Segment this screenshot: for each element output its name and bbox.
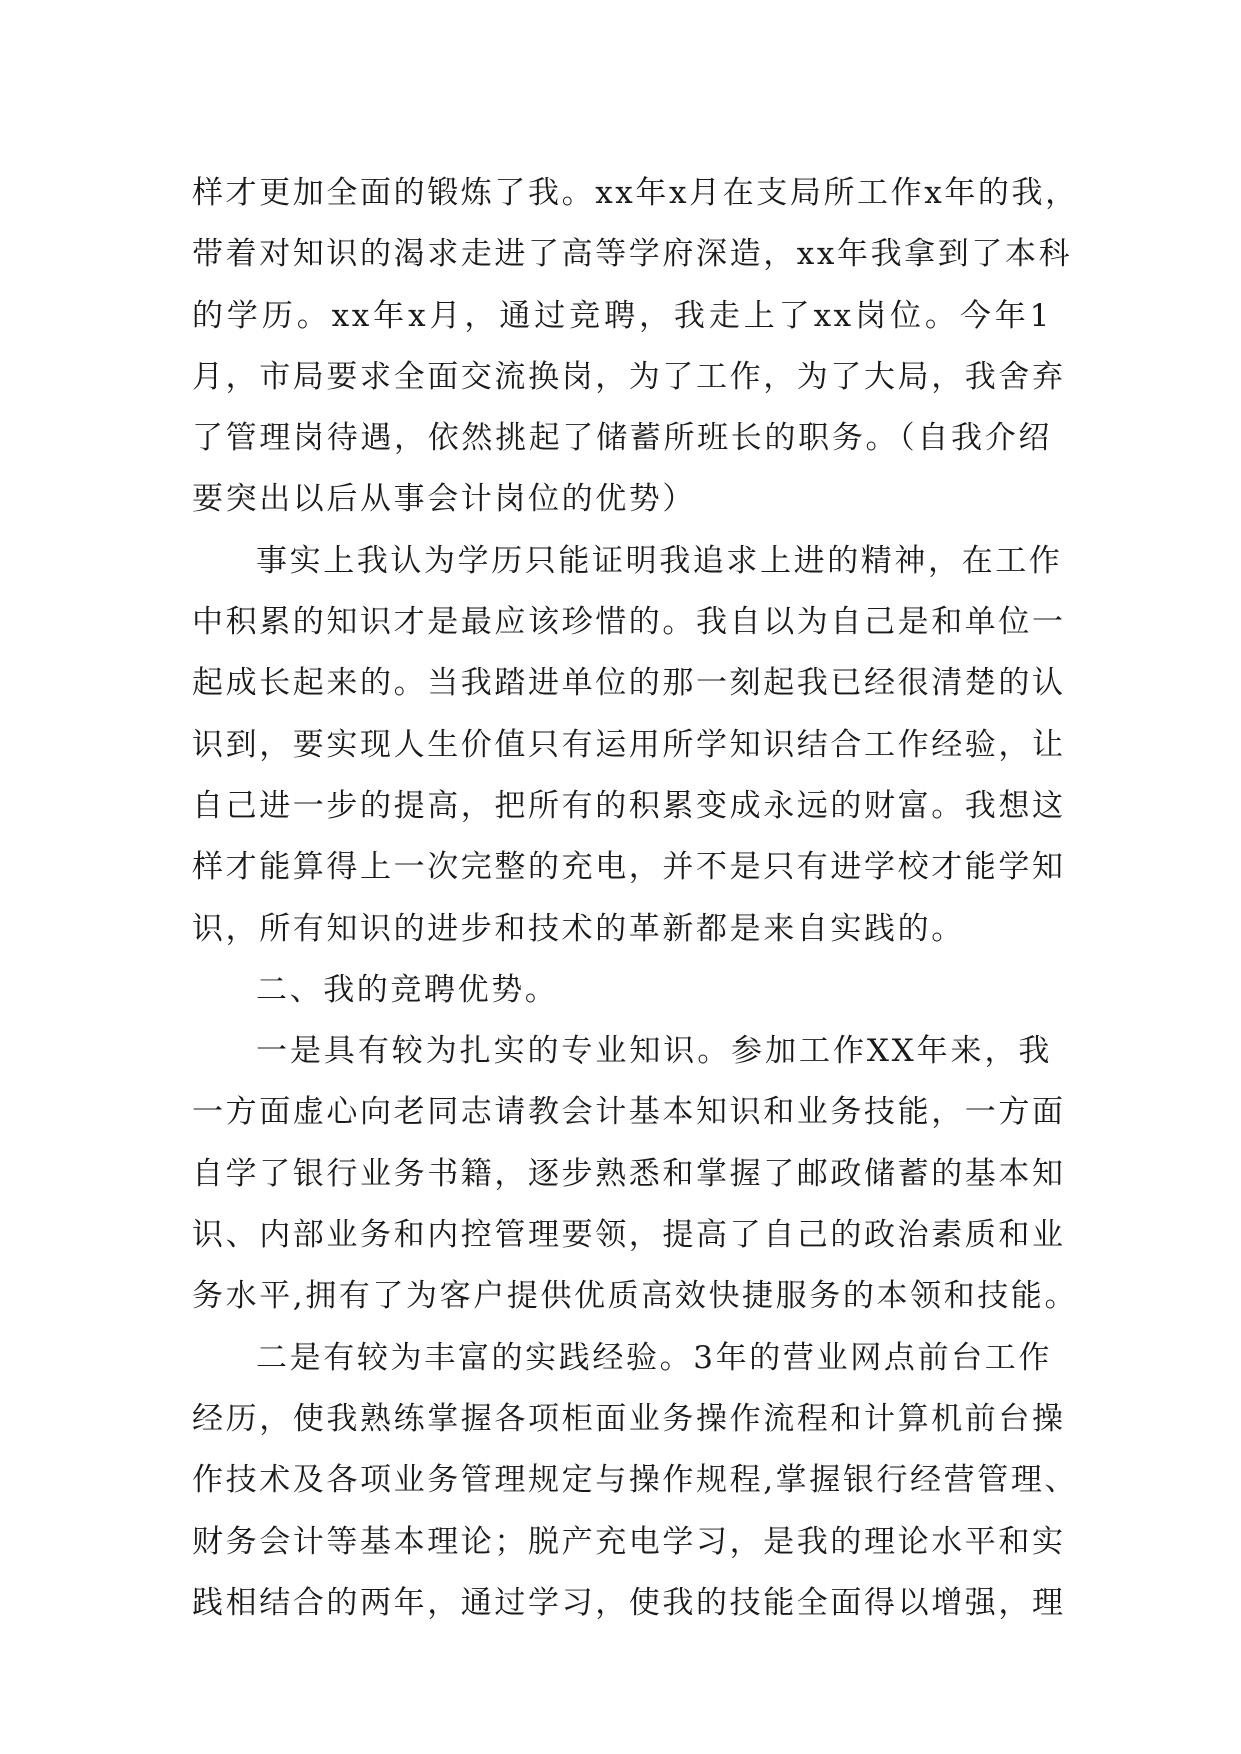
text-line: 作技术及各项业务管理规定与操作规程,掌握银行经营管理、 (192, 1462, 1079, 1499)
text-line: 样才更加全面的锻炼了我。xx年x月在支局所工作x年的我， (192, 175, 1079, 211)
text-line: 了管理岗待遇，依然挑起了储蓄所班长的职务。（自我介绍 (192, 420, 1052, 457)
text-line: 的学历。xx年x月，通过竞聘，我走上了xx岗位。今年1 (192, 297, 1052, 334)
text-line: 务水平,拥有了为客户提供优质高效快捷服务的本领和技能。 (192, 1278, 1079, 1315)
text-line: 起成长起来的。当我踏进单位的那一刻起我已经很清楚的认 (192, 665, 1066, 702)
text-line: 识、内部业务和内控管理要领，提高了自己的政治素质和业 (192, 1217, 1066, 1254)
paragraph-first-line: 事实上我认为学历只能证明我追求上进的精神，在工作 (256, 542, 1063, 579)
text-line: 一方面虚心向老同志请教会计基本知识和业务技能，一方面 (192, 1094, 1066, 1131)
text-line: 自学了银行业务书籍，逐步熟悉和掌握了邮政储蓄的基本知 (192, 1155, 1066, 1192)
text-line: 识到，要实现人生价值只有运用所学知识结合工作经验，让 (192, 726, 1066, 763)
section-heading: 二、我的竞聘优势。 (256, 971, 559, 1008)
text-line: 经历，使我熟练掌握各项柜面业务操作流程和计算机前台操 (192, 1400, 1066, 1437)
paragraph-first-line: 二是有较为丰富的实践经验。3年的营业网点前台工作 (256, 1339, 1052, 1376)
document-body (192, 163, 1079, 1634)
text-line: 践相结合的两年，通过学习，使我的技能全面得以增强，理 (192, 1584, 1066, 1621)
text-line: 要突出以后从事会计岗位的优势） (192, 481, 696, 518)
text-line: 财务会计等基本理论；脱产充电学习，是我的理论水平和实 (192, 1523, 1066, 1560)
text-line: 中积累的知识才是最应该珍惜的。我自以为自己是和单位一 (192, 604, 1066, 641)
text-line: 月，市局要求全面交流换岗，为了工作，为了大局，我舍弃 (192, 358, 1066, 395)
text-line: 识，所有知识的进步和技术的革新都是来自实践的。 (192, 910, 965, 947)
paragraph-first-line: 一是具有较为扎实的专业知识。参加工作XX年来，我 (256, 1033, 1052, 1070)
text-line: 自己进一步的提高，把所有的积累变成永远的财富。我想这 (192, 787, 1066, 824)
text-line: 带着对知识的渴求走进了高等学府深造，xx年我拿到了本科 (192, 236, 1073, 273)
text-line: 样才能算得上一次完整的充电，并不是只有进学校才能学知 (192, 849, 1066, 886)
